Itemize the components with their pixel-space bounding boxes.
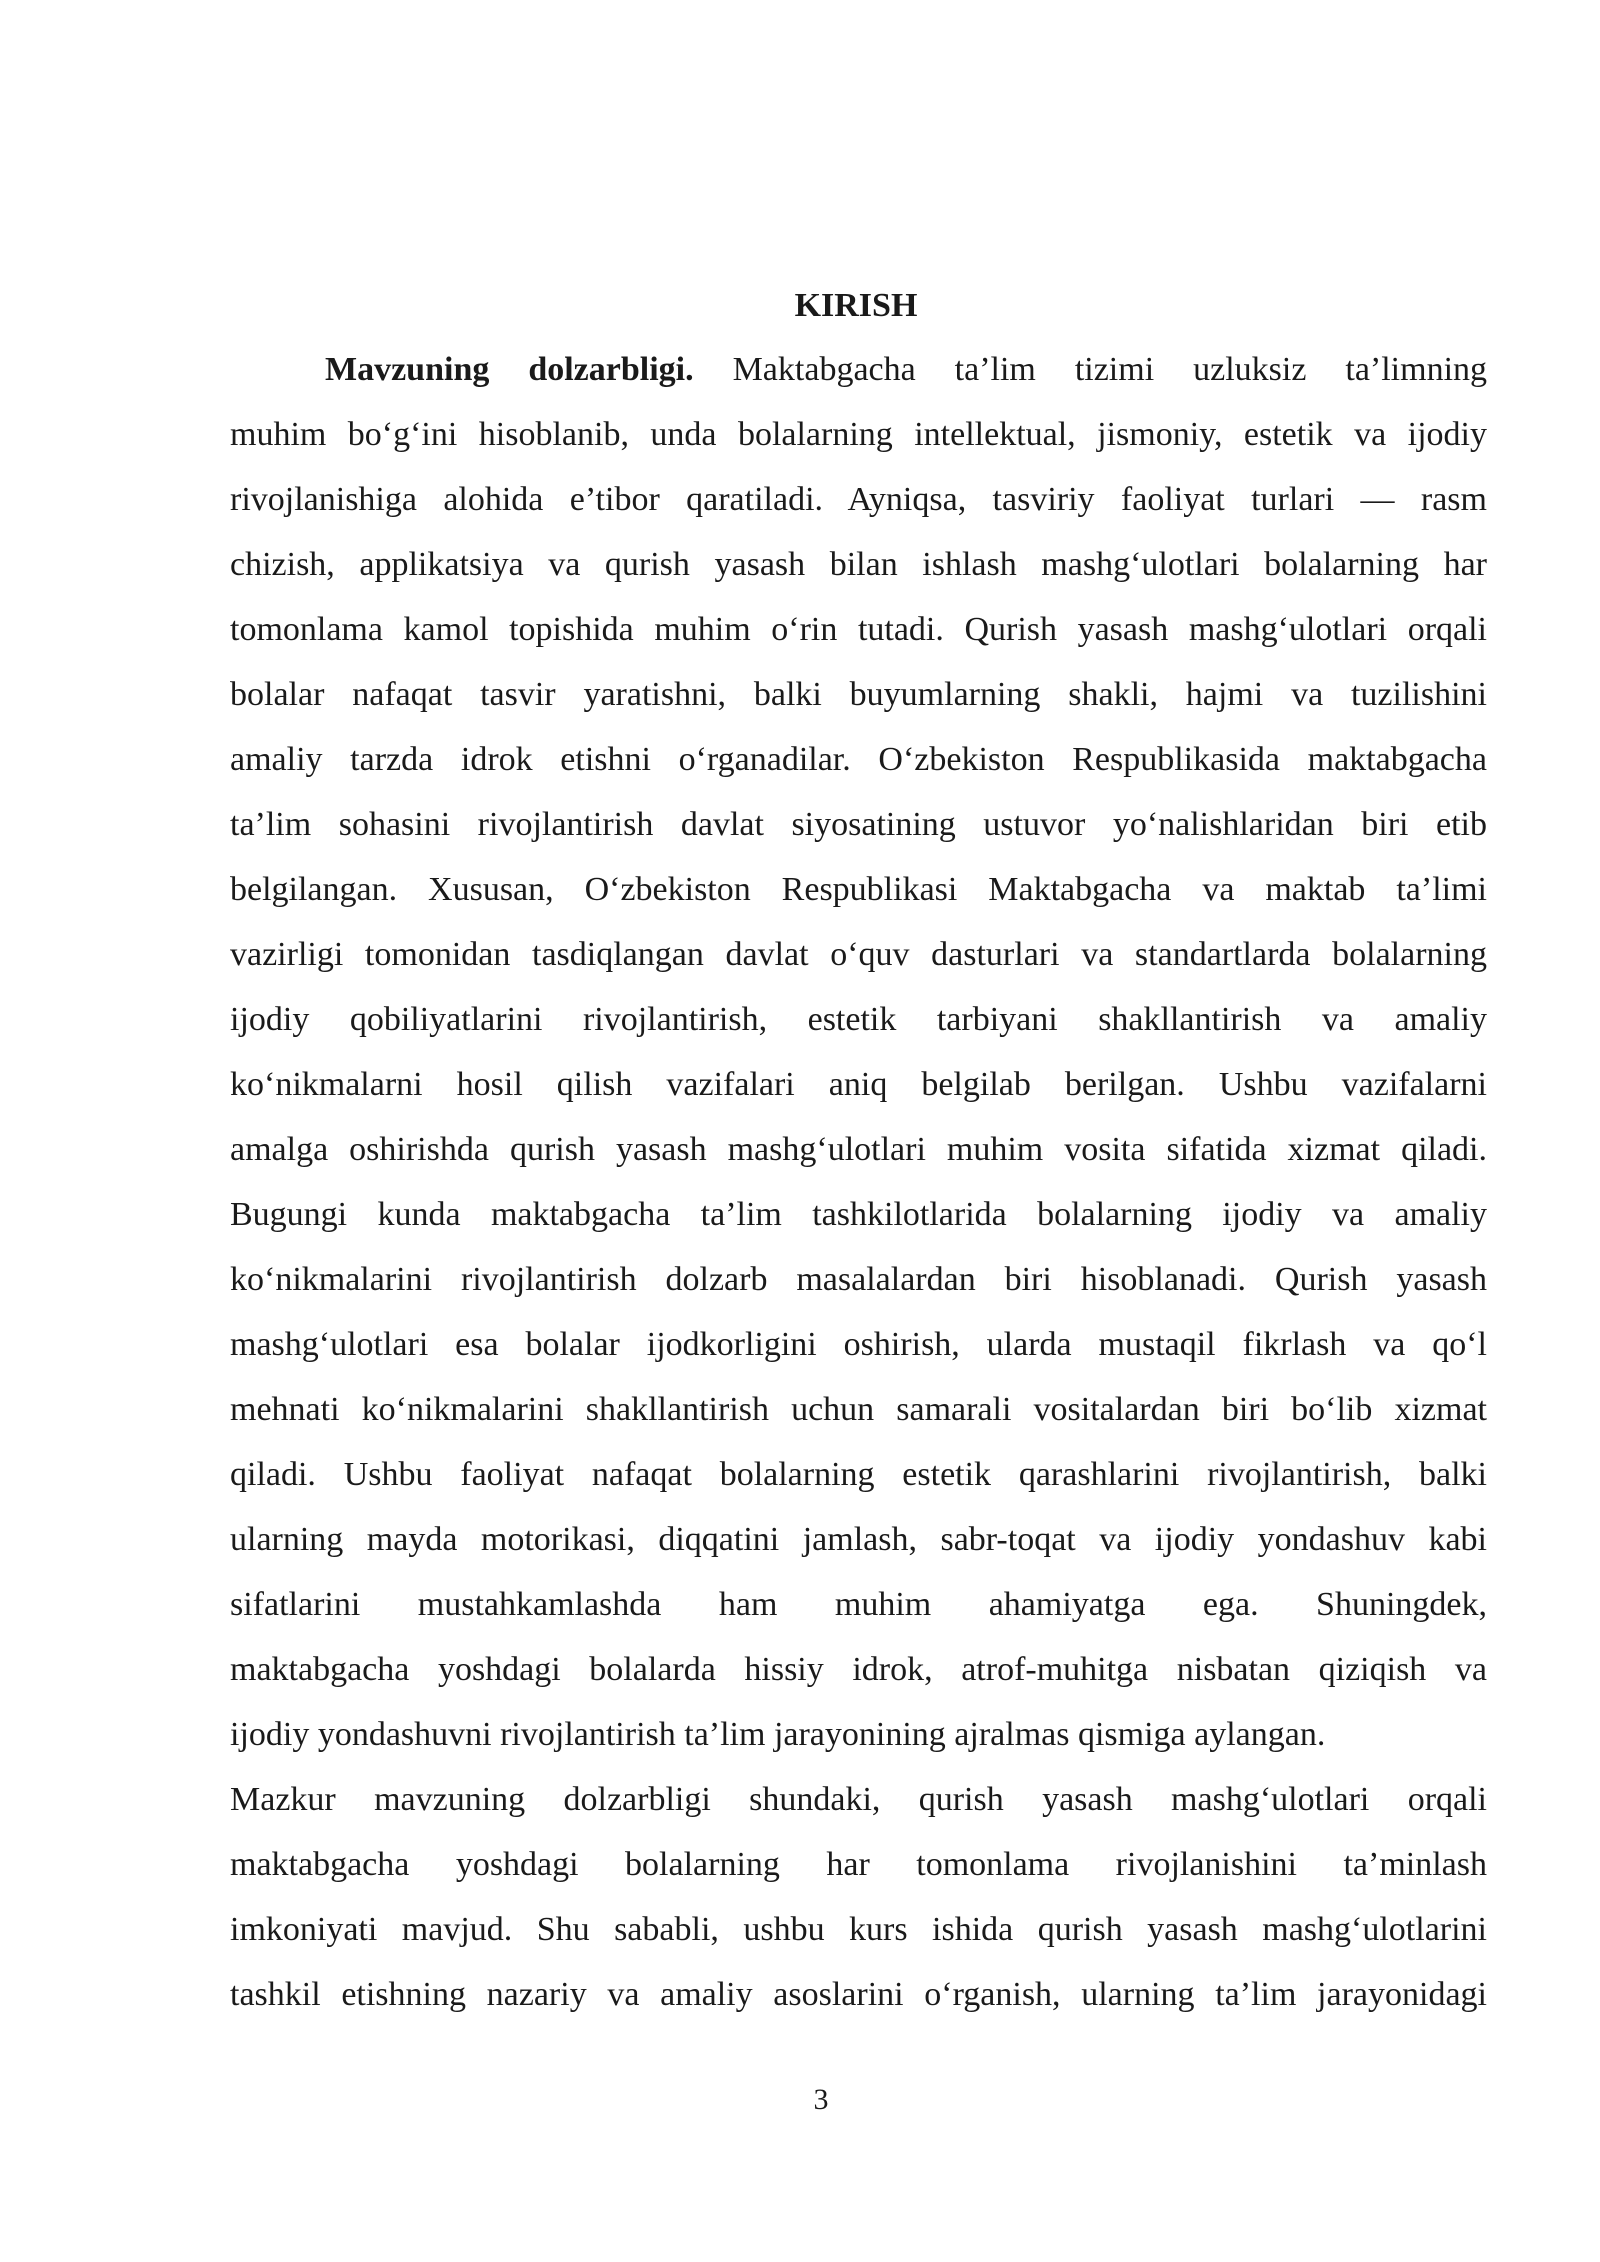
- page-number: 3: [813, 2083, 829, 2116]
- paragraph-line: Bugungi kunda maktabgacha ta’lim tashkilotlarida bolalarning ijodiy va amaliy: [230, 1196, 1487, 1233]
- paragraph-line: belgilangan. Xususan, O‘zbekiston Respublikasi Maktabgacha va maktab ta’limi: [230, 871, 1487, 908]
- paragraph-line: ijodiy yondashuvni rivojlantirish ta’lim jarayonining ajralmas qismiga aylangan.: [230, 1716, 1326, 1753]
- paragraph-line: chizish, applikatsiya va qurish yasash bilan ishlash mashg‘ulotlari bolalarning har: [230, 546, 1487, 583]
- paragraph-line: Mazkur mavzuning dolzarbligi shundaki, qurish yasash mashg‘ulotlari orqali: [230, 1781, 1487, 1818]
- paragraph-line: rivojlanishiga alohida e’tibor qaratiladi. Ayniqsa, tasviriy faoliyat turlari — rasm: [230, 481, 1487, 518]
- paragraph-line: imkoniyati mavjud. Shu sababli, ushbu kurs ishida qurish yasash mashg‘ulotlarini: [230, 1911, 1487, 1948]
- paragraph-line: ko‘nikmalarni hosil qilish vazifalari aniq belgilab berilgan. Ushbu vazifalarni: [230, 1066, 1487, 1103]
- paragraph-line: maktabgacha yoshdagi bolalarda hissiy idrok, atrof-muhitga nisbatan qiziqish va: [230, 1651, 1487, 1688]
- paragraph-line: bolalar nafaqat tasvir yaratishni, balki buyumlarning shakli, hajmi va tuzilishini: [230, 676, 1487, 713]
- paragraph-line: amaliy tarzda idrok etishni o‘rganadilar. O‘zbekiston Respublikasida maktabgacha: [230, 741, 1487, 778]
- paragraph-line: sifatlarini mustahkamlashda ham muhim ahamiyatga ega. Shuningdek,: [230, 1586, 1487, 1623]
- section-heading: KIRISH: [794, 287, 918, 324]
- paragraph-line: mashg‘ulotlari esa bolalar ijodkorligini oshirish, ularda mustaqil fikrlash va qo‘l: [230, 1326, 1487, 1363]
- lead-phrase: Mavzuning dolzarbligi.: [325, 351, 694, 388]
- paragraph-line: maktabgacha yoshdagi bolalarning har tomonlama rivojlanishini ta’minlash: [230, 1846, 1487, 1883]
- paragraph-line: vazirligi tomonidan tasdiqlangan davlat o‘quv dasturlari va standartlarda bolalarning: [230, 936, 1487, 973]
- paragraph-line: ta’lim sohasini rivojlantirish davlat siyosatining ustuvor yo‘nalishlaridan biri etib: [230, 806, 1487, 843]
- paragraph-line: mehnati ko‘nikmalarini shakllantirish uchun samarali vositalardan biri bo‘lib xizmat: [230, 1391, 1487, 1428]
- paragraph-line-first: [325, 348, 1487, 392]
- paragraph-line: amalga oshirishda qurish yasash mashg‘ulotlari muhim vosita sifatida xizmat qiladi.: [230, 1131, 1487, 1168]
- paragraph-line: tashkil etishning nazariy va amaliy asoslarini o‘rganish, ularning ta’lim jarayonidagi: [230, 1976, 1487, 2013]
- paragraph-line: qiladi. Ushbu faoliyat nafaqat bolalarning estetik qarashlarini rivojlantirish, balki: [230, 1456, 1487, 1493]
- paragraph-line: ularning mayda motorikasi, diqqatini jamlash, sabr-toqat va ijodiy yondashuv kabi: [230, 1521, 1487, 1558]
- paragraph-line: tomonlama kamol topishida muhim o‘rin tutadi. Qurish yasash mashg‘ulotlari orqali: [230, 611, 1487, 648]
- paragraph-line: muhim bo‘g‘ini hisoblanib, unda bolalarning intellektual, jismoniy, estetik va ijodiy: [230, 416, 1487, 453]
- paragraph-line: ko‘nikmalarini rivojlantirish dolzarb masalalardan biri hisoblanadi. Qurish yasash: [230, 1261, 1487, 1298]
- paragraph-line: ijodiy qobiliyatlarini rivojlantirish, estetik tarbiyani shakllantirish va amaliy: [230, 1001, 1487, 1038]
- paragraph-line-text: Maktabgacha ta’lim tizimi uzluksiz ta’limning: [732, 351, 1488, 388]
